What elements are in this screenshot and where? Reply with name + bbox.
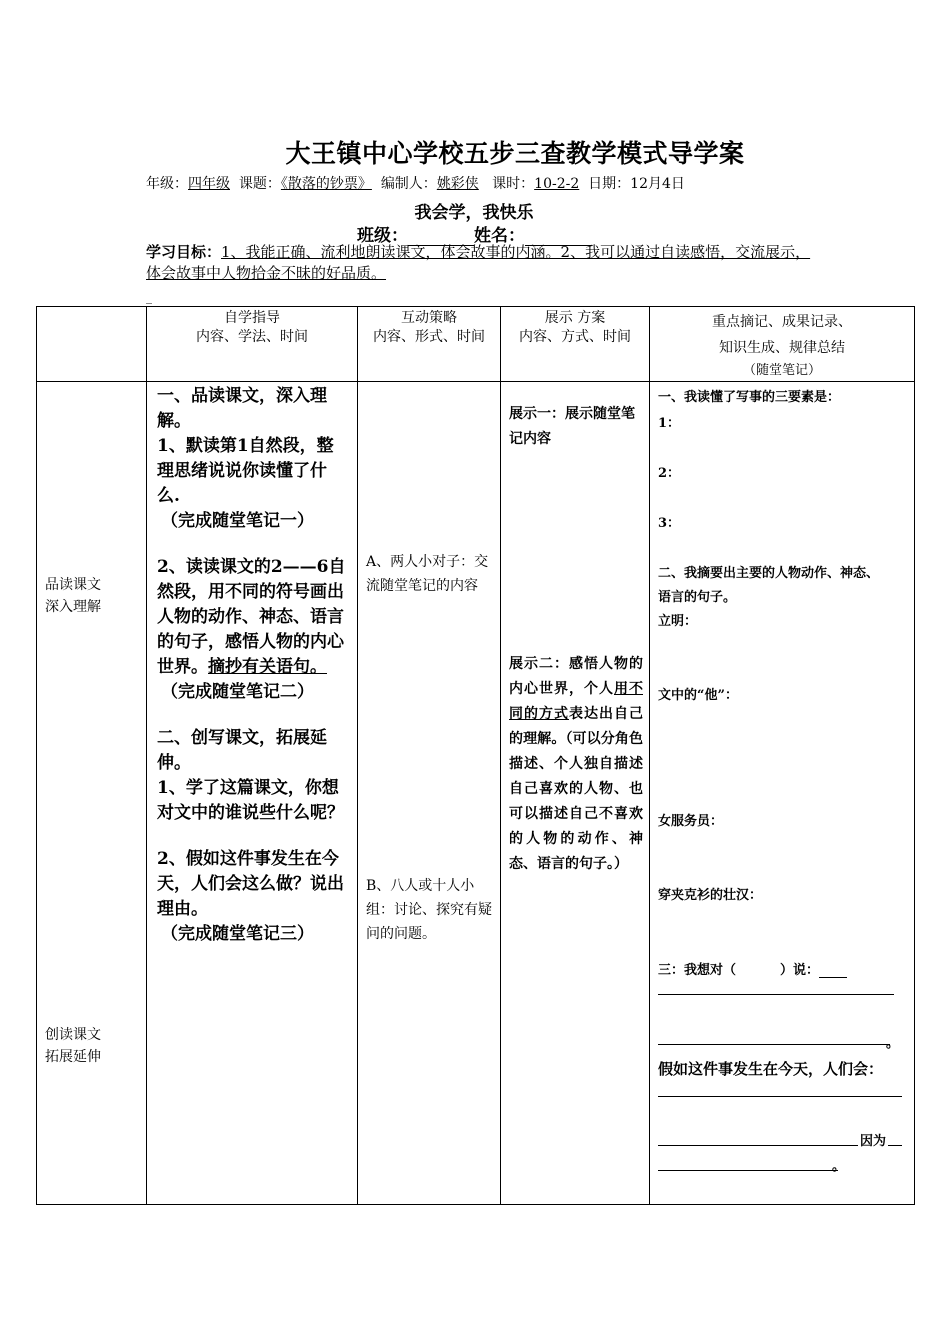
show-one: 展示一：展示随堂笔记内容: [509, 406, 635, 447]
strategy-group: B、八人或十人小组：讨论、探究有疑问的问题。: [366, 878, 492, 942]
date-label: 日期：: [588, 176, 631, 192]
note-say-to-close: ）说：: [780, 963, 820, 978]
guide-item-3: 1、学了这篇课文，你想对文中的谁说些什么呢？: [157, 778, 344, 823]
editor-value: 姚彩侠: [436, 176, 479, 192]
presentation-cell: [501, 382, 650, 1205]
guide-note-3: （完成随堂笔记三）: [161, 924, 314, 944]
note-because: 因为: [860, 1134, 887, 1149]
answer-line-4[interactable]: [658, 1145, 858, 1146]
note-three-elements: 一、我读懂了写事的三要素是：: [658, 390, 841, 405]
meta-line: [146, 173, 685, 193]
guide-item-2-underlined: 摘抄有关语句。: [208, 657, 327, 677]
note-actions-line1: 二、我摘要出主要的人物动作、神态、: [658, 566, 880, 581]
grade-label: 年级：: [146, 176, 188, 192]
guide-heading-2: 二、创写课文，拓展延伸。: [157, 728, 327, 773]
name-label: 姓名：: [474, 226, 525, 246]
goals-label: 学习目标：: [146, 243, 222, 261]
strategy-pair: A、两人小对子：交流随堂笔记的内容: [366, 554, 489, 594]
body-row: [37, 382, 915, 1205]
guide-item-4: 2、假如这件事发生在今天，人们会这么做？说出理由。: [157, 849, 344, 919]
header-self-study-title: 自学指导: [224, 310, 280, 326]
answer-line-1[interactable]: [658, 994, 894, 995]
header-notes-line1: 重点摘记、成果记录、: [712, 314, 852, 330]
note-liming[interactable]: 立明：: [658, 614, 698, 629]
editor-label: 编制人：: [380, 176, 437, 192]
answer-line-5[interactable]: [888, 1145, 902, 1146]
show-two: [509, 652, 643, 877]
header-interaction-title: 互动策略: [401, 310, 457, 326]
header-presentation: [501, 307, 650, 382]
period-value: 10-2-2: [534, 176, 580, 192]
note-waitress[interactable]: 女服务员：: [658, 814, 724, 829]
learning-goals: [146, 242, 814, 284]
header-notes-line3: （随堂笔记）: [742, 363, 821, 378]
answer-line-2[interactable]: [658, 1044, 890, 1045]
motto: 我会学，我快乐: [414, 203, 534, 223]
note-say-to-open: 三：我想对（: [658, 963, 737, 978]
header-notes-line2: 知识生成、规律总结: [719, 340, 845, 356]
note-item-2[interactable]: 2：: [658, 466, 681, 481]
section-creative-line2: 拓展延伸: [45, 1049, 101, 1065]
document-title: 大王镇中心学校五步三查教学模式导学案: [285, 139, 745, 168]
guide-item-1: 1、默读第1自然段，整理思绪说说你读懂了什么.: [157, 436, 334, 506]
header-interaction: [358, 307, 501, 382]
section-reading-line2: 深入理解: [45, 599, 101, 615]
header-empty-cell: [37, 307, 147, 382]
section-reading-line1: 品读课文: [45, 577, 101, 593]
header-presentation-title: 展示 方案: [544, 310, 606, 326]
header-presentation-sub: 内容、方式、时间: [519, 329, 631, 345]
answer-period-1: 。: [886, 1036, 900, 1051]
answer-line-6[interactable]: [658, 1170, 838, 1171]
date-value: 12月4日: [630, 176, 685, 192]
guide-item-2-text: 2、读读课文的2——6自然段，用不同的符号画出人物的动作、神态、语言的句子，感悟人物的内心世界。: [157, 557, 346, 677]
section-creative-line1: 创读课文: [45, 1027, 101, 1043]
note-item-3[interactable]: 3：: [658, 516, 681, 531]
period-label: 课时：: [492, 176, 535, 192]
section-label-cell: [37, 382, 147, 1205]
goals-text: 1、我能正确、流利地朗读课文，体会故事的内涵。2、我可以通过自读感悟，交流展示，体会故事中人物拾金不昧的好品质。: [146, 243, 811, 282]
note-ta[interactable]: 文中的“他”：: [658, 688, 738, 703]
answer-period-2: 。: [832, 1159, 846, 1174]
grade-value: 四年级: [188, 176, 230, 192]
lesson-table: [36, 306, 915, 1205]
show-two-part2: 表达出自己的理解。（可以分角色描述、个人独自描述自己喜欢的人物、也可以描述自己不喜欢的人物的动作、神态、语言的句子。）: [509, 706, 643, 872]
say-to-blank[interactable]: [819, 963, 847, 978]
notes-cell: [650, 382, 915, 1205]
note-actions-line2: 语言的句子。: [658, 590, 737, 605]
class-label: 班级：: [357, 226, 408, 246]
header-row: [37, 307, 915, 382]
note-if-today: 假如这件事发生在今天，人们会：: [658, 1060, 884, 1078]
show-two-part1: 展示二：感悟人物的内心世界，个人: [509, 656, 643, 697]
header-interaction-sub: 内容、形式、时间: [373, 329, 485, 345]
self-study-cell: [147, 382, 358, 1205]
guide-item-2: [157, 555, 349, 680]
guide-note-2: （完成随堂笔记二）: [161, 682, 314, 702]
section-label-reading: [45, 574, 101, 618]
header-self-study-sub: 内容、学法、时间: [196, 329, 308, 345]
interaction-cell: [358, 382, 501, 1205]
guide-note-1: （完成随堂笔记一）: [161, 511, 314, 531]
guide-heading-1: 一、品读课文，深入理解。: [157, 386, 327, 431]
dash-mark: _: [146, 290, 152, 304]
note-say-to: [658, 959, 847, 978]
note-strongman[interactable]: 穿夹克衫的壮汉：: [658, 888, 763, 903]
topic-label: 课题：: [238, 176, 281, 192]
show-two-underlined: 用不同的方式: [509, 681, 643, 722]
topic-value: 《散落的钞票》: [280, 176, 372, 192]
section-label-creative: [45, 1024, 101, 1068]
note-item-1[interactable]: 1：: [658, 416, 681, 431]
header-notes: [650, 307, 915, 382]
header-self-study: [147, 307, 358, 382]
answer-line-3[interactable]: [658, 1096, 902, 1097]
